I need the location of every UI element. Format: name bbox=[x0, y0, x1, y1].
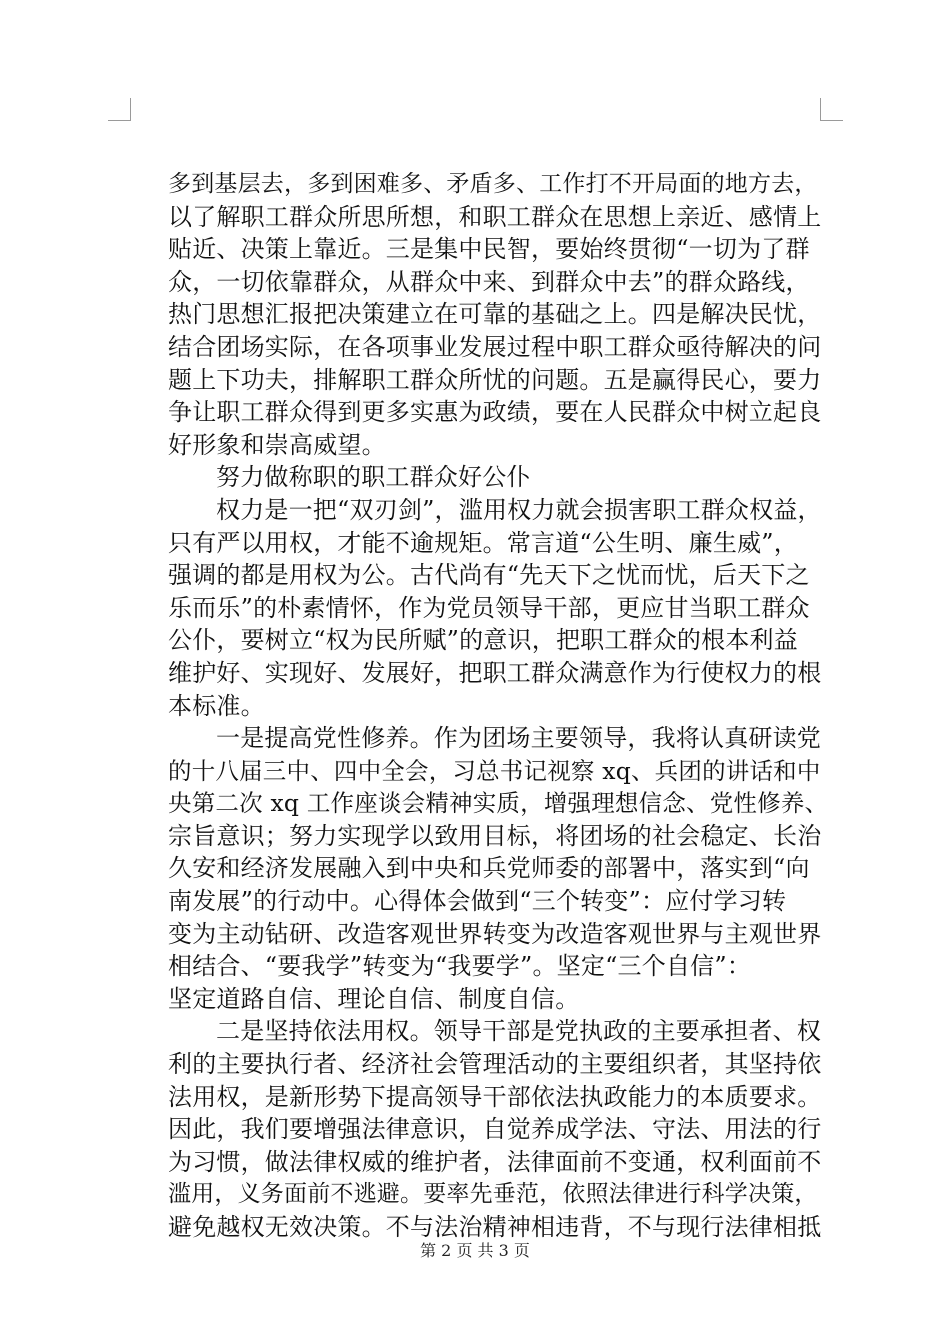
text-line: 为习惯，做法律权威的维护者，法律面前不变通，权利面前不 bbox=[168, 1147, 822, 1176]
text-line: 好形象和崇高威望。 bbox=[168, 430, 386, 459]
text-line: 强调的都是用权为公。古代尚有“先天下之忧而忧，后天下之 bbox=[168, 561, 810, 590]
text-line: 乐而乐”的朴素情怀，作为党员领导干部，更应甘当职工群众 bbox=[168, 593, 810, 622]
text-line: 维护好、实现好、发展好，把职工群众满意作为行使权力的根 bbox=[168, 658, 822, 687]
text-line: 滥用，义务面前不逃避。要率先垂范，依照法律进行科学决策， bbox=[168, 1181, 818, 1208]
text-line: 争让职工群众得到更多实惠为政绩，要在人民群众中树立起良 bbox=[168, 398, 822, 427]
crop-mark-top-right bbox=[820, 98, 843, 121]
text-line: 公仆，要树立“权为民所赋”的意识，把职工群众的根本利益 bbox=[168, 626, 798, 655]
body-text bbox=[168, 168, 829, 1241]
crop-mark-top-left bbox=[108, 98, 131, 121]
text-line: 热门思想汇报把决策建立在可靠的基础之上。四是解决民忧， bbox=[168, 300, 822, 329]
text-line: 相结合、“要我学”转变为“我要学”。坚定“三个自信”： bbox=[168, 952, 752, 981]
text-line: 久安和经济发展融入到中央和兵党师委的部署中，落实到“向 bbox=[168, 854, 810, 883]
text-line: 结合团场实际，在各项事业发展过程中职工群众亟待解决的问 bbox=[168, 332, 822, 361]
text-line: 变为主动钻研、改造客观世界转变为改造客观世界与主观世界 bbox=[168, 919, 822, 948]
text-line: 因此，我们要增强法律意识，自觉养成学法、守法、用法的行 bbox=[168, 1115, 822, 1144]
text-line: 宗旨意识；努力实现学以致用目标，将团场的社会稳定、长治 bbox=[168, 821, 822, 850]
text-line: 南发展”的行动中。心得体会做到“三个转变”：应付学习转 bbox=[168, 887, 787, 916]
text-line: 坚定道路自信、理论自信、制度自信。 bbox=[168, 984, 580, 1013]
text-line: 以了解职工群众所思所想，和职工群众在思想上亲近、感情上 bbox=[168, 202, 822, 231]
text-line: 避免越权无效决策。不与法治精神相违背，不与现行法律相抵 bbox=[168, 1213, 822, 1241]
page-footer: 第 2 页 共 3 页 bbox=[420, 1241, 530, 1260]
text-line: 本标准。 bbox=[168, 691, 265, 720]
text-line: 一是提高党性修养。作为团场主要领导，我将认真研读党 bbox=[216, 724, 821, 753]
text-line: 题上下功夫，排解职工群众所忧的问题。五是赢得民心，要力 bbox=[168, 365, 822, 394]
text-line: 多到基层去，多到困难多、矛盾多、工作打不开局面的地方去， bbox=[168, 171, 818, 197]
text-line: 只有严以用权，才能不逾规矩。常言道“公生明、廉生威”， bbox=[168, 528, 798, 557]
text-line: 利的主要执行者、经济社会管理活动的主要组织者，其坚持依 bbox=[168, 1050, 822, 1079]
text-line: 二是坚持依法用权。领导干部是党执政的主要承担者、权 bbox=[216, 1017, 821, 1046]
text-line: 央第二次 xq 工作座谈会精神实质，增强理想信念、党性修养、 bbox=[168, 789, 829, 818]
text-line: 法用权，是新形势下提高领导干部依法执政能力的本质要求。 bbox=[168, 1082, 822, 1111]
text-line: 的十八届三中、四中全会，习总书记视察 xq、兵团的讲话和中 bbox=[168, 756, 821, 785]
text-line: 努力做称职的职工群众好公仆 bbox=[216, 463, 531, 492]
text-line: 众，一切依靠群众，从群众中来、到群众中去”的群众路线， bbox=[168, 267, 810, 296]
text-line: 权力是一把“双刃剑”，滥用权力就会损害职工群众权益， bbox=[216, 495, 822, 524]
text-line: 贴近、决策上靠近。三是集中民智，要始终贯彻“一切为了群 bbox=[168, 235, 810, 264]
